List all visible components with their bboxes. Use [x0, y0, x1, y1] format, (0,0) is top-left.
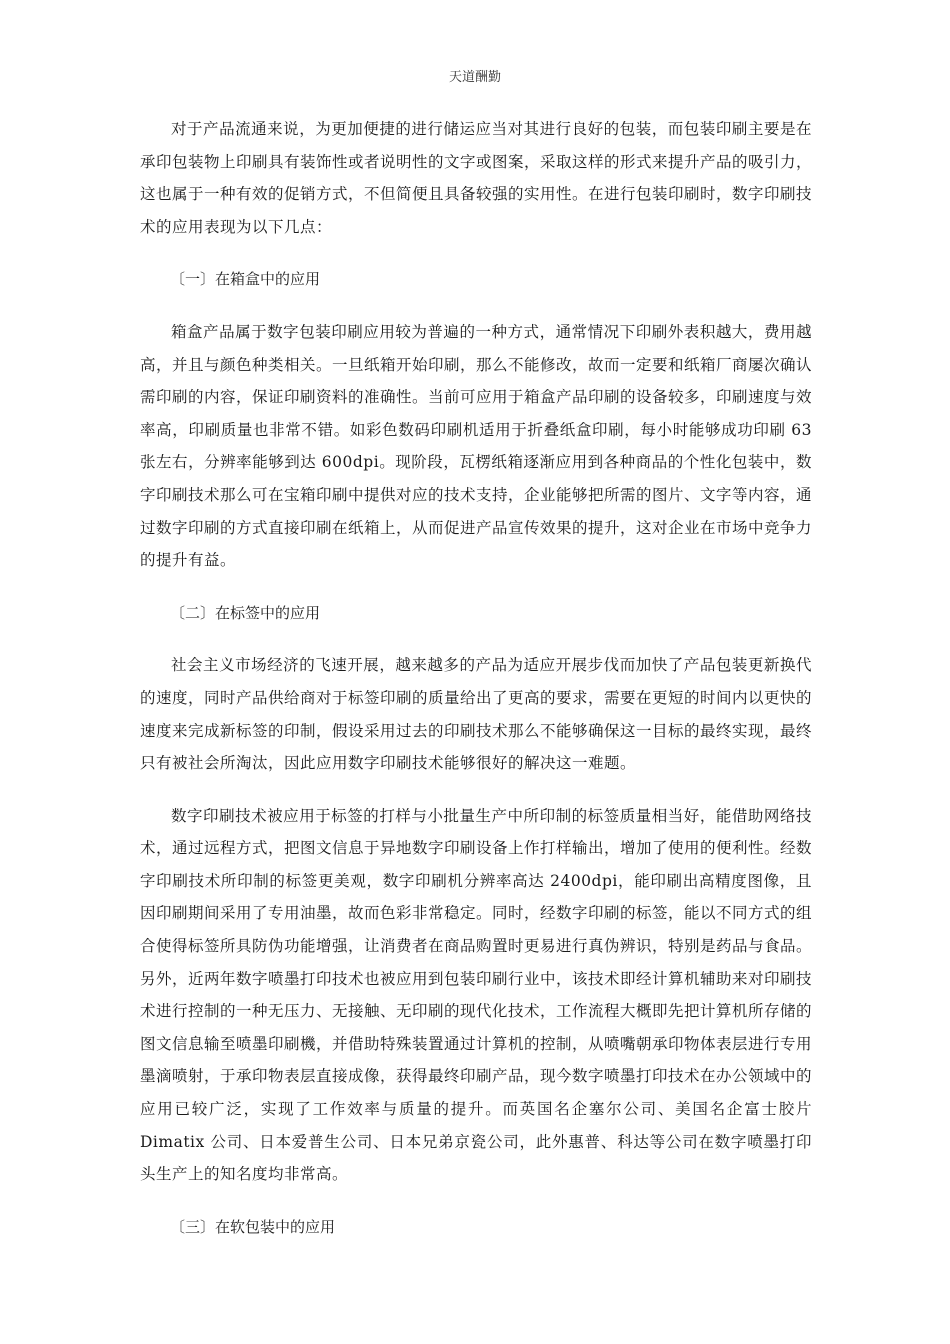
- section-heading-flexible-packaging: 〔三〕在软包装中的应用: [170, 1217, 336, 1236]
- paragraph-labels-2: 数字印刷技术被应用于标签的打样与小批量生产中所印制的标签质量相当好，能借助网络技术，通过远程方式，把图文信息于异地数字印刷设备上作打样输出，增加了使用的便利性。经数字印刷技术所印制的标签更美观，数字印刷机分辨率高达 2400dpi，能印刷出高精度图像，且因印刷期间采用了专用油墨，故而色彩非常稳定。同时，经数字印刷的标签，能以不同方式的组合使得标签所具防伪功能增强，让消费者在商品购置时更易进行真伪辨识，特别是药品与食品。另外，近两年数字喷墨打印技术也被应用到包装印刷行业中，该技术即经计算机辅助来对印刷技术进行控制的一种无压力、无接触、无印刷的现代化技术，工作流程大概即先把计算机所存储的图文信息输至喷墨印刷機，并借助特殊装置通过计算机的控制，从喷嘴朝承印物体表层进行专用墨滴喷射，于承印物表层直接成像，获得最终印刷产品，现今数字喷墨打印技术在办公领域中的应用已较广泛，实现了工作效率与质量的提升。而英国名企塞尔公司、美国名企富士胶片 Dimatix 公司、日本爱普生公司、日本兄弟京瓷公司，此外惠普、科达等公司在数字喷墨打印头生产上的知名度均非常高。: [140, 806, 813, 1184]
- page-header: 天道酬勤: [448, 70, 501, 85]
- document-body: [140, 113, 812, 1263]
- section-heading-boxes: 〔一〕在箱盒中的应用: [170, 270, 321, 289]
- paragraph-intro: 对于产品流通来说，为更加便捷的进行储运应当对其进行良好的包装，而包装印刷主要是在承印包装物上印刷具有装饰性或者说明性的文字或图案，采取这样的形式来提升产品的吸引力，这也属于一种有效的促销方式，不但简便且具备较强的实用性。在进行包装印刷时，数字印刷技术的应用表现为以下几点：: [140, 120, 813, 236]
- paragraph-boxes: 箱盒产品属于数字包装印刷应用较为普遍的一种方式，通常情况下印刷外表积越大，费用越高，并且与颜色种类相关。一旦纸箱开始印刷，那么不能修改，故而一定要和纸箱厂商屡次确认需印刷的内容，保证印刷资料的准确性。当前可应用于箱盒产品印刷的设备较多，印刷速度与效率高，印刷质量也非常不错。如彩色数码印刷机适用于折叠纸盒印刷，每小时能够成功印刷 63 张左右，分辨率能够到达 600dpi。现阶段，瓦楞纸箱逐渐应用到各种商品的个性化包装中，数字印刷技术那么可在宝箱印刷中提供对应的技术支持，企业能够把所需的图片、文字等内容，通过数字印刷的方式直接印刷在纸箱上，从而促进产品宣传效果的提升，这对企业在市场中竞争力的提升有益。: [140, 322, 813, 570]
- section-heading-labels: 〔二〕在标签中的应用: [170, 603, 321, 622]
- paragraph-labels-1: 社会主义市场经济的飞速开展，越来越多的产品为适应开展步伐而加快了产品包装更新换代的速度，同时产品供给商对于标签印刷的质量给出了更高的要求，需要在更短的时间内以更快的速度来完成新标签的印制，假设采用过去的印刷技术那么不能够确保这一目标的最终实现，最终只有被社会所淘汰，因此应用数字印刷技术能够很好的解决这一难题。: [140, 656, 813, 773]
